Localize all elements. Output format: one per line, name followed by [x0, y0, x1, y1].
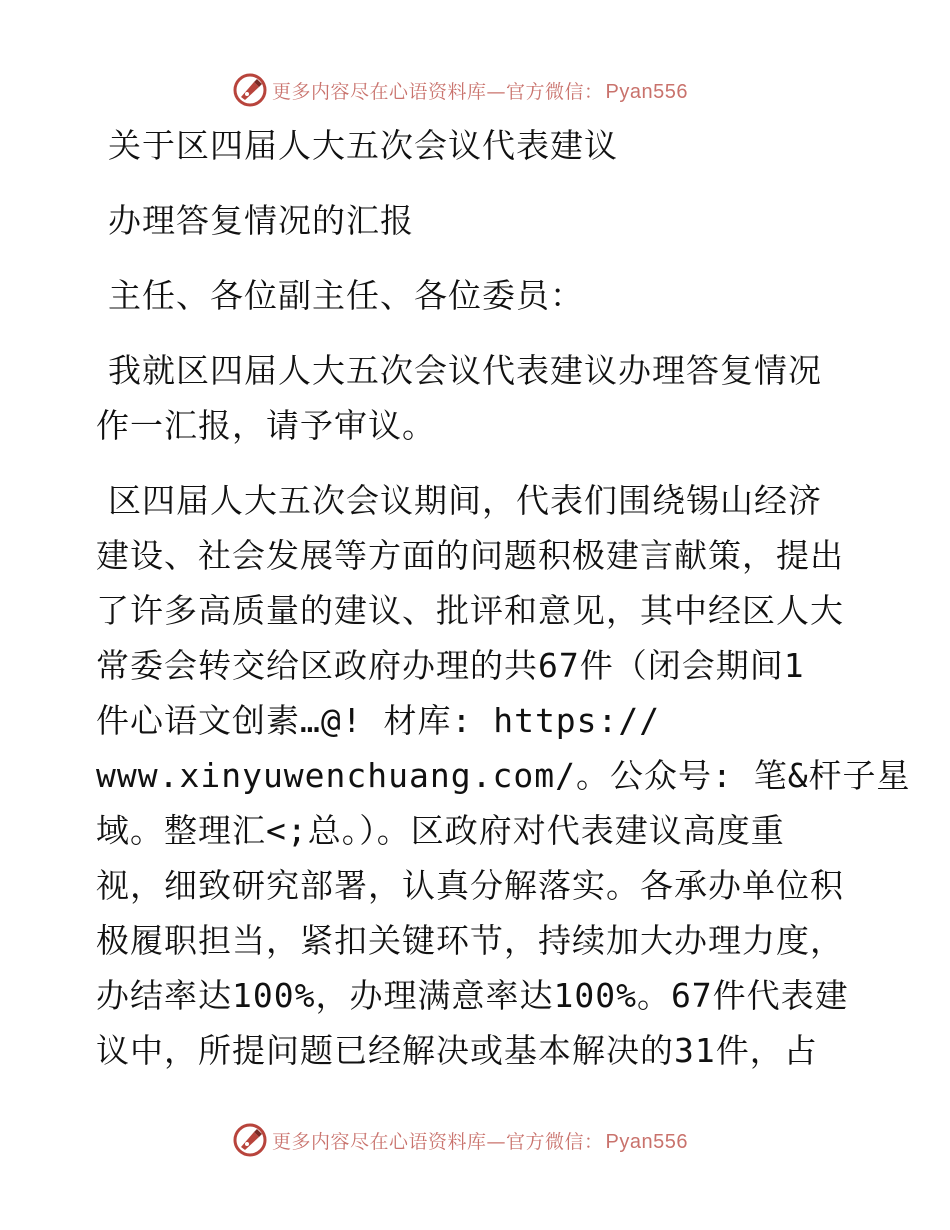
paragraph-line: 我就区四届人大五次会议代表建议办理答复情况 [108, 351, 822, 390]
pen-nib-logo-icon [232, 72, 268, 108]
paragraph-line: 视，细致研究部署，认真分解落实。各承办单位积 [96, 866, 844, 905]
salutation: 主任、各位副主任、各位委员： [108, 276, 584, 315]
paragraph-line: 域。整理汇<;总。）。区政府对代表建议高度重 [96, 811, 785, 850]
banner-handle: Pyan556 [605, 80, 688, 103]
paragraph-line: 件心语文创素…@! 材库: https:// [96, 701, 661, 740]
banner-main-text: 更多内容尽在心语资料库 [272, 80, 487, 103]
paragraph-2 [96, 473, 911, 1078]
paragraph-1 [96, 343, 856, 453]
document-title-line-2: 办理答复情况的汇报 [108, 201, 414, 240]
banner-text [272, 77, 688, 104]
banner-text [272, 1127, 688, 1154]
banner-main-text: 更多内容尽在心语资料库 [272, 1130, 487, 1153]
banner-separator: —官方微信： [486, 80, 604, 103]
document-title-line-1: 关于区四届人大五次会议代表建议 [108, 126, 618, 165]
header-banner [232, 72, 688, 108]
paragraph-line: 极履职担当，紧扣关键环节，持续加大办理力度， [96, 921, 844, 960]
footer-banner [232, 1122, 688, 1158]
banner-separator: —官方微信： [486, 1130, 604, 1153]
paragraph-line: 办结率达100%，办理满意率达100%。67件代表建 [96, 976, 849, 1015]
document-body [96, 118, 911, 1078]
pen-nib-logo-icon [232, 1122, 268, 1158]
banner-handle: Pyan556 [605, 1130, 688, 1153]
paragraph-line: 区四届人大五次会议期间，代表们围绕锡山经济 [108, 481, 822, 520]
paragraph-line: 作一汇报，请予审议。 [96, 406, 436, 445]
paragraph-line: 议中，所提问题已经解决或基本解决的31件，占 [96, 1031, 818, 1070]
paragraph-line: 了许多高质量的建议、批评和意见，其中经区人大 [96, 591, 844, 630]
paragraph-line: 常委会转交给区政府办理的共67件（闭会期间1 [96, 646, 805, 685]
paragraph-line: 建设、社会发展等方面的问题积极建言献策，提出 [96, 536, 844, 575]
paragraph-line: www.xinyuwenchuang.com/。公众号: 笔&杆子星 [96, 756, 911, 795]
